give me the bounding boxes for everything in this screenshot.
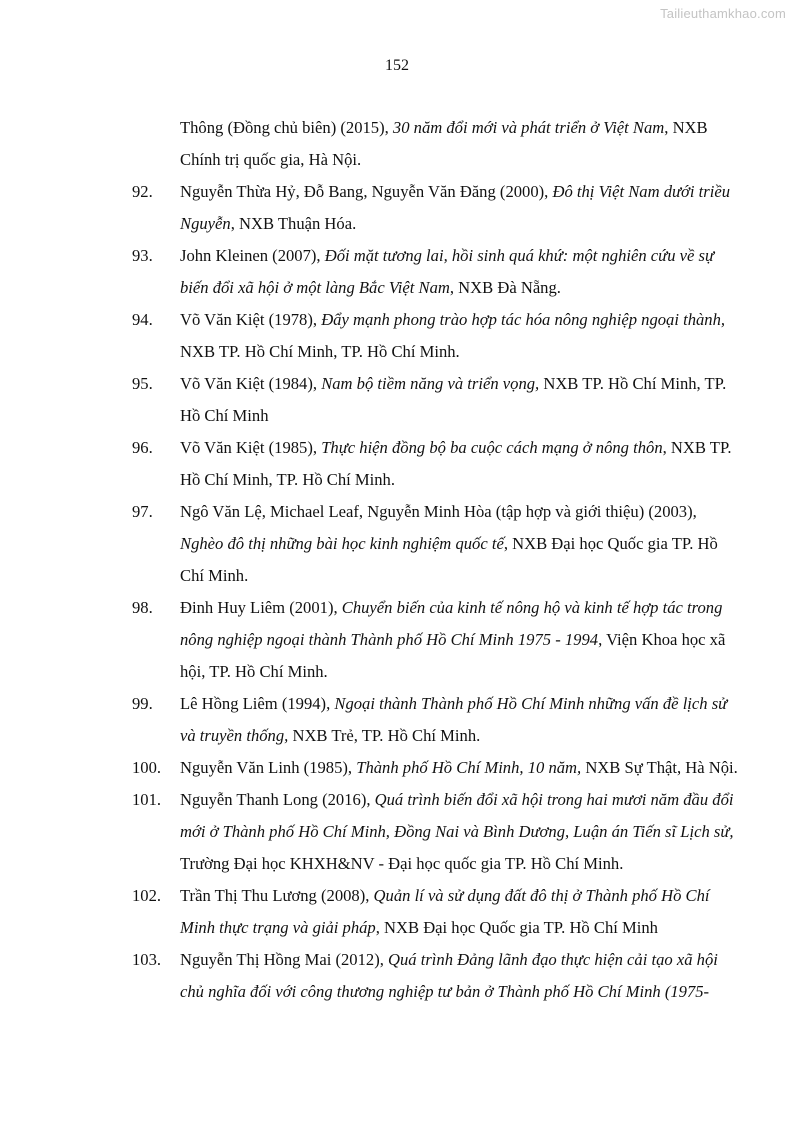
reference-number: 103. [132, 950, 162, 969]
page-number: 152 [385, 57, 409, 74]
reference-text: Võ Văn Kiệt (1984), Nam bộ tiềm năng và triển vọng, NXB TP. Hồ Chí Minh, TP. Hồ Chí Minh [180, 374, 727, 425]
reference-number: 94. [132, 310, 153, 329]
reference-number: 96. [132, 438, 153, 457]
reference-list [132, 112, 738, 1008]
reference-item-100 [132, 752, 738, 784]
reference-continuation: Thông (Đồng chủ biên) (2015), 30 năm đổi mới và phát triển ở Việt Nam, NXB Chính trị quốc gia, Hà Nội. [180, 118, 708, 169]
reference-text: Ngô Văn Lệ, Michael Leaf, Nguyễn Minh Hòa (tập hợp và giới thiệu) (2003), Nghèo đô thị những bài học kinh nghiệm quốc tế, NXB Đại học Quốc gia TP. Hồ Chí Minh. [180, 502, 718, 585]
reference-item-94 [132, 304, 726, 368]
reference-number: 97. [132, 502, 153, 521]
reference-text: Nguyễn Văn Linh (1985), Thành phố Hồ Chí Minh, 10 năm, NXB Sự Thật, Hà Nội. [180, 758, 738, 777]
reference-item-96 [132, 432, 732, 496]
reference-item-99 [132, 688, 728, 752]
reference-item-92 [132, 176, 731, 240]
reference-text: Nguyễn Thừa Hỷ, Đỗ Bang, Nguyễn Văn Đăng (2000), Đô thị Việt Nam dưới triều Nguyễn, NXB Thuận Hóa. [180, 182, 731, 233]
reference-text: Lê Hồng Liêm (1994), Ngoại thành Thành phố Hồ Chí Minh những vấn đề lịch sử và truyền thống, NXB Trẻ, TP. Hồ Chí Minh. [180, 694, 728, 745]
reference-item-103 [132, 944, 722, 1008]
reference-item-93 [132, 240, 722, 304]
reference-number: 102. [132, 886, 162, 905]
reference-item-102 [132, 880, 722, 944]
reference-item-98 [132, 592, 726, 688]
reference-number: 92. [132, 182, 153, 201]
reference-number: 95. [132, 374, 153, 393]
reference-item-97 [132, 496, 722, 592]
reference-item-95 [132, 368, 727, 432]
reference-number: 93. [132, 246, 153, 265]
reference-number: 101. [132, 790, 162, 809]
reference-text: Nguyễn Thanh Long (2016), Quá trình biến đổi xã hội trong hai mươi năm đầu đổi mới ở Thành phố Hồ Chí Minh, Đồng Nai và Bình Dương, Luận án Tiến sĩ Lịch sử, Trường Đại học KHXH&NV - Đại học quốc gia TP. Hồ Chí Minh. [180, 790, 734, 873]
reference-text: Đinh Huy Liêm (2001), Chuyển biến của kinh tế nông hộ và kinh tế hợp tác trong nông nghiệp ngoại thành Thành phố Hồ Chí Minh 1975 - 1994, Viện Khoa học xã hội, TP. Hồ Chí Minh. [180, 598, 726, 681]
reference-text: Võ Văn Kiệt (1985), Thực hiện đồng bộ ba cuộc cách mạng ở nông thôn, NXB TP. Hồ Chí Minh, TP. Hồ Chí Minh. [180, 438, 732, 489]
reference-number: 99. [132, 694, 153, 713]
reference-text: Võ Văn Kiệt (1978), Đẩy mạnh phong trào hợp tác hóa nông nghiệp ngoại thành, NXB TP. Hồ Chí Minh, TP. Hồ Chí Minh. [180, 310, 726, 361]
reference-text: Nguyễn Thị Hồng Mai (2012), Quá trình Đảng lãnh đạo thực hiện cải tạo xã hội chủ nghĩa đối với công thương nghiệp tư bản ở Thành phố Hồ Chí Minh (1975- [180, 950, 718, 1001]
reference-number: 100. [132, 758, 162, 777]
watermark: Tailieuthamkhao.com [660, 6, 786, 21]
reference-number: 98. [132, 598, 153, 617]
reference-item-101 [132, 784, 734, 880]
reference-text: John Kleinen (2007), Đối mặt tương lai, hồi sinh quá khứ: một nghiên cứu về sự biến đổi xã hội ở một làng Bắc Việt Nam, NXB Đà Nẵng. [180, 246, 715, 297]
reference-text: Trần Thị Thu Lương (2008), Quản lí và sử dụng đất đô thị ở Thành phố Hồ Chí Minh thực trạng và giải pháp, NXB Đại học Quốc gia TP. Hồ Chí Minh [180, 886, 710, 937]
